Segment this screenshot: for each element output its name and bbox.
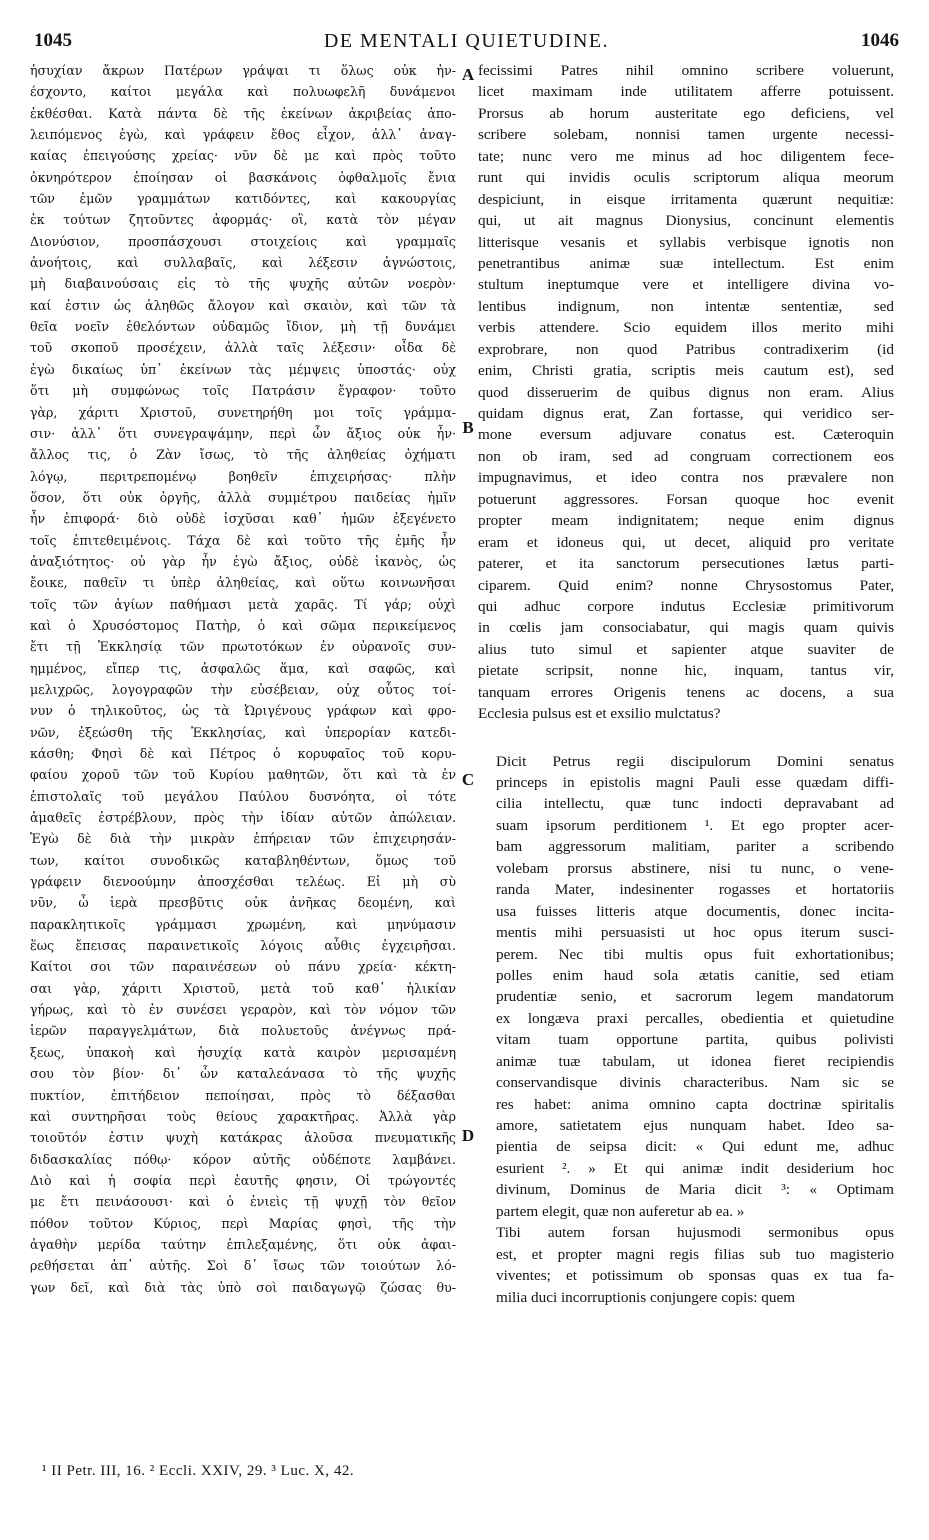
text-line: λόγῳ, περιτρεπομένῳ βοηθεῖν ἐπιχειρήσας· πλὴν <box>30 468 456 484</box>
text-line: Dicit Petrus regii discipulorum Domini senatus <box>496 752 894 770</box>
margin-letter-d: D <box>461 1126 475 1145</box>
text-line: volebam prorsus abstinere, nisi tu nunc, o vene- <box>496 859 894 877</box>
text-line: φαίου χοροῦ τῶν τοῦ Κυρίου μαθητῶν, ὅτι καὶ τὰ ἐν <box>30 767 456 783</box>
text-line: ciparem. Quid enim? nonne Chrysostomus Pater, <box>478 576 894 594</box>
text-line: impugnavimus, et ideo contra nos prævalere non <box>478 469 894 487</box>
text-line: partem elegit, quæ non auferetur ab ea. » <box>496 1202 745 1220</box>
text-line: res habet: anima omnino capta doctrinæ spiritalis <box>496 1095 894 1113</box>
footnotes: ¹ II Petr. III, 16. ² Eccli. XXIV, 29. ³ Luc. X, 42. <box>42 1463 355 1479</box>
text-line: ἡσυχίαν ἄκρων Πατέρων γράψαι τι ὅλως οὐκ ἠν- <box>30 63 456 78</box>
page-number-right: 1046 <box>861 30 899 51</box>
text-line: quidam dignus erat, Zan fortasse, qui veridico ser- <box>478 405 894 422</box>
text-line: ημμένος, εἴπερ τις, ἀσφαλῶς ἅμα, καὶ σαφῶς, καὶ <box>30 660 456 676</box>
text-line: ἦν ἐπιφορά· διὸ οὐδὲ ἰσχῦσαι καθ᾽ ἡμῶν ἐξεγένετο <box>30 511 456 527</box>
text-line: quod disseruerim de quibus dignus non eram. Alius <box>478 383 894 401</box>
text-line: ὅτι μὴ συμφώνως τοῖς Πατράσιν ἔγραφον· τοῦτο <box>30 383 456 399</box>
text-line: νυν ὁ τηλικοῦτος, ὡς τὰ Ὠριγένους γράφων καὶ φρο- <box>30 703 456 719</box>
text-line: in cœlis jam consociabatur, qui magis quam quivis <box>478 619 894 637</box>
text-line: ἐπιστολαῖς τοῦ μεγάλου Παύλου δυσνόητα, οἱ τότε <box>30 788 456 804</box>
text-line: propter meam indignitatem; neque enim dignus <box>478 512 894 530</box>
text-line: alius tuto simul et sapienter atque suaviter de <box>478 640 894 658</box>
text-line: qui, ut ait magnus Dionysius, concinunt elementis <box>478 212 894 230</box>
text-line: ἐκ τούτων ζητοῦντες ἀφορμάς· οἳ, κατὰ τὸν μέγαν <box>30 212 456 228</box>
text-line: ἔοικε, παθεῖν τι ὑπὲρ ἀληθείας, καὶ οὕτω κοινωνῆσαι <box>30 575 456 591</box>
text-line: lentibus indignum, non intentæ sententiæ, sed <box>478 297 894 315</box>
text-line: τῶν ἐμῶν γραμμάτων κατιδόντες, καὶ κακουργίας <box>30 191 456 207</box>
text-line: Prorsus ab horum austeritate ego deficiens, vel <box>478 104 894 122</box>
text-line: pientia de seipsa dicit: « Qui edunt me, adhuc <box>496 1138 894 1156</box>
text-line: ρεθήσεται ἀπ᾽ αὐτῆς. Σοὶ δ᾽ ἴσως τῶν τοιούτων λό- <box>30 1258 456 1274</box>
text-line: penetrantibus animæ suæ intellectum. Est enim <box>478 254 894 272</box>
text-line: ὅσον, ὅτι οὐκ ὀργῆς, ἀλλὰ συμμέτρου παιδείας ἡμῖν <box>30 489 456 505</box>
margin-letter-a: A <box>461 65 475 84</box>
text-line: polles enim haud sola ætatis canitie, sed etiam <box>496 966 894 984</box>
text-line: γὰρ, χάριτι Χριστοῦ, συνετηρήθη μοι τοῖς γράμμα- <box>30 404 456 420</box>
text-line: ἀμαθεῖς ἐστρέβλουν, πρὸς τὴν ἰδίαν αὐτῶν ἀπώλειαν. <box>30 810 456 826</box>
text-line: πυκτίον, ἐπιτήδειον πεποίησαι, πρὸς τὸ δέξασθαι <box>30 1087 456 1103</box>
text-line: σιν· ἀλλ᾽ ὅτι συνεγραψάμην, περὶ ὧν ἄξιος οὐκ ἦν· <box>30 425 456 441</box>
text-line: Ecclesia pulsus est et exsilio mulctatus? <box>478 705 721 723</box>
running-header <box>34 30 899 58</box>
text-line: μελιχρῶς, λογογραφῶν τὴν εὐσέβειαν, οὐχ οὗτος τοί- <box>30 681 456 697</box>
text-line: tate; nunc vero me minus ad hoc diligentem fece- <box>478 147 894 165</box>
text-line: Καίτοι σοι τῶν παραινέσεων οὐ πάνυ χρεία· κέκτη- <box>30 959 456 975</box>
text-line: pietate scripsit, nonne hic, inquam, tantus vir, <box>478 662 894 680</box>
text-line: fecissimi Patres nihil omnino scribere voluerunt, <box>478 62 894 79</box>
text-line: licet maximam inde utilitatem afferre potuissent. <box>478 83 894 101</box>
text-line: ἔτι τῇ Ἐκκλησίᾳ τῶν πρωτοτόκων ἐν οὐρανοῖς συν- <box>30 639 456 655</box>
text-line: σου τὸν βίον· δι᾽ ὧν καταλεάνασα τὸ τῆς ψυχῆς <box>30 1066 456 1082</box>
text-line: ἀγαθὴν μερίδα ταύτην ἐπιλεξαμένης, ὅτι οὐκ ἀφαι- <box>30 1236 456 1252</box>
margin-letter-b: B <box>462 418 474 437</box>
text-line: γράφειν διενοούμην ἀποσχέσθαι τελέως. Εἰ μὴ σὺ <box>30 874 456 890</box>
text-line: Ἐγὼ δὲ διὰ τὴν μικρὰν ἐπήρειαν τῶν ἐπιχειρησάν- <box>30 831 456 847</box>
text-line: νῦν, ὦ ἱερὰ πρεσβῦτις οὐκ ἀνῆκας δεομένη, καὶ <box>30 895 456 911</box>
text-line: litterisque vesanis et syllabis verbisque ignotis non <box>478 233 894 251</box>
text-line: λειπόμενος ἐγὼ, καὶ γράφειν ἔθος εἶχον, ἀλλ᾽ ἀναγ- <box>30 127 456 143</box>
text-line: runt qui invidis oculis scriptorum aliqua meorum <box>478 169 894 187</box>
text-line: καίας ἐπειγούσης χρείας· νῦν δὲ με καὶ πρὸς τοῦτο <box>30 148 456 164</box>
text-line: paterer, et ita sanctorum persecutiones lætus parti- <box>478 555 894 573</box>
text-line: viventes; et potissimum ob sponsas quas ex tua fa- <box>496 1267 894 1285</box>
latin-paragraph-1 <box>478 60 894 725</box>
text-line: θεῖα νοεῖν ἐθελόντων οὐδαμῶς ἴδιον, μὴ τῇ δυνάμει <box>30 319 456 335</box>
greek-column <box>30 60 456 1455</box>
text-line: καὶ ὁ Χρυσόστομος Πατὴρ, ὁ καὶ σῶμα περικείμενος <box>30 617 456 633</box>
text-line: ἐκθέσθαι. Κατὰ πάντα δὲ τῆς ἐκείνων ἀκριβείας ἀπο- <box>30 105 456 121</box>
text-line: τοῖς τῶν ἁγίων παθήμασι μετὰ χαρᾶς. Τί γάρ; οὐχὶ <box>30 596 456 612</box>
text-line: perem. Nec tibi multis opus fuit exhortationibus; <box>496 945 894 963</box>
text-line: τοῦ σκοποῦ προσέχειν, ἀλλὰ ταῖς λέξεσιν· οἶδα δὲ <box>30 340 456 356</box>
text-line: ἄλλος τις, ὁ Ζὰν ἴσως, τὸ τῆς ἀληθείας ὀχήματι <box>30 447 456 463</box>
text-line: exprobrare, non quod Patribus contradixerim (id <box>478 340 894 358</box>
text-line: cilia intellectu, quæ tunc indocti depravabant ad <box>496 795 894 813</box>
text-line: κάσθη; Φησὶ δὲ καὶ Πέτρος ὁ κορυφαῖος τοῦ κορυ- <box>30 746 456 761</box>
text-line: usa fuisses litteris atque documentis, donec incita- <box>496 902 894 920</box>
text-line: milia duci incorruptionis conjungere copis: quem <box>496 1288 796 1306</box>
text-line: με ἔτι πεινάσουσι· καὶ ὁ ἐνιεὶς τῇ ψυχῇ τὸν θεῖον <box>30 1194 456 1210</box>
text-line: non ob iram, sed ad congruam correctionem eos <box>478 447 894 465</box>
text-line: καὶ συντηρῆσαι τοὺς θείους χαρακτῆρας. Ἀλλὰ γὰρ <box>30 1108 456 1124</box>
text-line: tanquam errores Origenis tenens ac docens, a sua <box>478 683 894 701</box>
text-line: despiciunt, in eisque irritamenta quærunt nequitiæ: <box>478 190 894 208</box>
text-line: μὴ διαβαινούσαις εἰς τὸ τῆς ψυχῆς αὐτῶν νοερὸν· <box>30 276 456 292</box>
text-line: διδασκαλίας πόθῳ· κόρον αὐτῆς οὐδέποτε λαμβάνει. <box>30 1151 456 1167</box>
text-line: νῶν, ἐξεώσθη τῆς Ἐκκλησίας, καὶ ὑπερορίαν κατεδι- <box>30 724 456 740</box>
text-line: ἐγὼ δικαίως ὑπ᾽ ἐκείνων τὰς μέμψεις ὑποστάς· οὐχ <box>30 361 456 377</box>
text-line: ἱερῶν παραγγελμάτων, διὰ πολυετοῦς ἀνέγνως πρά- <box>30 1023 456 1039</box>
text-line: γήρως, καὶ τὸ ἐν συνέσει γεραρὸν, καὶ τὸν νόμον τῶν <box>30 1002 456 1018</box>
paragraph-gap <box>478 725 894 751</box>
page-number-left: 1045 <box>34 30 72 51</box>
text-line: princeps in epistolis magni Pauli esse quædam diffi- <box>496 774 894 791</box>
text-line: πόθον τοῦτον Κύριος, περὶ Μαρίας φησὶ, τῆς τὴν <box>30 1215 456 1231</box>
text-line: qui adhuc corpore indutus Ecclesiæ primitivorum <box>478 597 894 615</box>
latin-paragraph-3 <box>478 1222 894 1308</box>
latin-paragraph-2 <box>478 751 894 1223</box>
text-line: ἕως ἔπεισας παραινετικοῖς λόγοις αὖθις ἐγχειρῆσαι. <box>30 938 456 954</box>
text-line: ἀνοήτοις, καὶ συλλαβαῖς, καὶ λέξεσιν ἀγνώστοις, <box>30 255 456 271</box>
text-line: των, καίτοι συνοδικῶς καταβληθέντων, ὅμως τοῦ <box>30 852 456 868</box>
text-line: Διονύσιον, προσπάσχουσι στοιχείοις καὶ γραμμαῖς <box>30 233 456 249</box>
text-line: mentis mihi persuasisti ut hoc opus iterum susci- <box>496 924 894 942</box>
running-title: DE MENTALI QUIETUDINE. <box>323 30 610 52</box>
text-line: Tibi autem forsan hujusmodi sermonibus opus <box>496 1224 894 1242</box>
text-line: animæ tuæ tabulam, ut idonea fieret recipiendis <box>496 1052 894 1070</box>
text-line: bam aggressorum malitiam, pariter a scribendo <box>496 838 894 856</box>
text-line: ξεως, ὑπακοὴ καὶ ἡσυχίᾳ κατὰ καιρὸν μερισαμένη <box>30 1044 456 1060</box>
text-line: verbis attendere. Scio equidem illos merito mihi <box>478 319 894 337</box>
text-line: eram et idoneus qui, ut decet, aliquid pro veritate <box>478 533 894 551</box>
text-line: έσχοντο, καίτοι μεγάλα καὶ πολυωφελῆ δυνάμενοι <box>30 84 456 100</box>
text-line: conservandisque divinis characteribus. Nam sic se <box>496 1074 894 1092</box>
text-line: potuerunt aggressores. Forsan quoque hoc evenit <box>478 490 894 508</box>
text-line: καί ἐστιν ὡς ἀληθῶς ἄλογον καὶ σκαιὸν, καὶ τῶν τὰ <box>30 297 456 313</box>
text-line: τοῖς ἐπιτεθειμένοις. Τάχα δὲ καὶ τοῦτο τῆς ἐμῆς ἦν <box>30 532 456 548</box>
latin-column <box>478 60 894 1470</box>
text-line: est, et propter magni regis filias sub tuo magisterio <box>496 1245 894 1263</box>
text-line: vitam tuam opportune partita, quibus polivisti <box>496 1031 894 1049</box>
text-line: τοιοῦτόν ἐστιν ψυχὴ κατάκρας ἁλοῦσα πνευματικῆς <box>30 1130 456 1146</box>
text-line: mone eversum adjuvare conatus est. Cæteroquin <box>478 426 894 444</box>
text-line: ἀναξιότητος· οὐ γὰρ ἦν ἐγὼ ἄξιος, οὐδὲ ἱκανὸς, ὡς <box>30 553 456 569</box>
text-line: γων δεῖ, καὶ διὰ τὰς ὑπὸ σοὶ παιδαγωγῷ ζώσας θυ- <box>30 1279 456 1295</box>
text-line: σαι γὰρ, χάριτι Χριστοῦ, μετὰ τοῦ καθ᾽ ἡλικίαν <box>30 980 456 996</box>
text-line: divinum, Dominus de Maria dicit ³: « Optimam <box>496 1181 894 1199</box>
text-line: prudentiæ senio, et sacrorum legem mandatorum <box>496 988 894 1006</box>
text-line: amore, satietatem ejus nunquam habet. Ideo sa- <box>496 1117 894 1134</box>
text-line: stultum ineptumque vere et intelligere divina vo- <box>478 276 894 294</box>
text-line: enim, Christi gratia, scriptis meis cautum est), sed <box>478 362 894 380</box>
text-line: scribere solebam, nonnisi tamen urgente necessi- <box>478 126 894 144</box>
text-line: suam ipsorum perditionem ¹. Et ego propter acer- <box>496 816 894 834</box>
text-line: randa Mater, indesinenter rogasses et hortatoriis <box>496 881 894 899</box>
text-line: ὀκνηρότερον ἐποίησαν οἱ βασκάνοις ὀφθαλμοῖς ἔνια <box>30 169 456 185</box>
margin-letter-c: C <box>461 770 475 789</box>
text-line: Διὸ καὶ ἡ σοφία περὶ ἑαυτῆς φησιν, Οἱ τρώγοντές <box>30 1172 456 1188</box>
text-line: παρακλητικοῖς γράμμασι χρωμένη, καὶ μηνύμασιν <box>30 916 456 932</box>
text-line: ex longæva praxi percalles, obedientia et quietudine <box>496 1009 894 1027</box>
text-line: esurient ². » Et qui animæ indit desiderium hoc <box>496 1159 894 1177</box>
